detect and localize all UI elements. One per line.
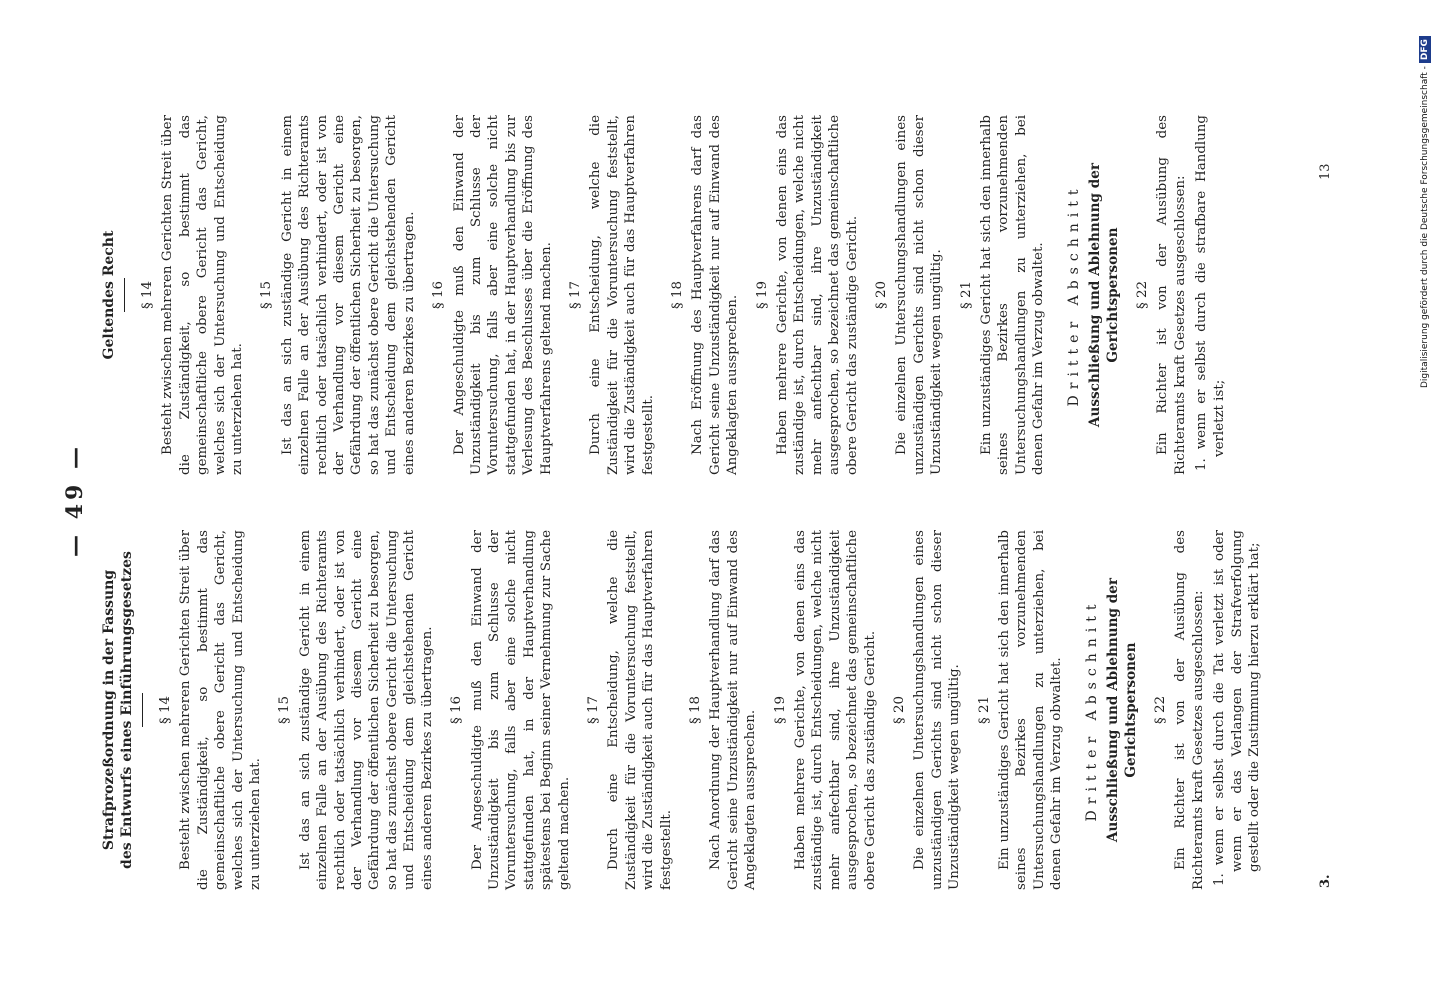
section-text: Ein unzuständiges Gericht hat sich den innerhalb seines Bezirkes vorzunehmenden Untersuchungshandlungen zu unterziehen, bei denen Gefahr im Verzug obwaltet. — [997, 530, 1065, 890]
left-title-line1: Strafprozeßordnung in der Fassung — [101, 569, 117, 851]
section-heading: § 17 — [567, 281, 583, 309]
digitization-text: Digitalisierung gefördert durch die Deutsche Forschungsgemeinschaft - — [1420, 66, 1430, 388]
section-text: Durch eine Entscheidung, welche die Zuständigkeit für die Voruntersuchung feststellt, wird die Zuständigkeit auch für das Hauptverfahren festgestellt. — [606, 530, 674, 890]
left-column — [100, 530, 1263, 890]
section-text: Haben mehrere Gerichte, von denen eins das zuständige ist, durch Entscheidungen, welche nicht mehr anfechtbar sind, ihre Unzuständigkeit ausgesprochen, so bezeichnet das gemeinschaftliche obere Gericht das zuständige Gericht. — [793, 530, 878, 890]
section-heading: § 22 — [1152, 696, 1168, 724]
section-text: Besteht zwischen mehreren Gerichten Streit über die Zuständigkeit, so bestimmt das gemeinschaftliche obere Gericht das Gericht, welches sich der Untersuchung und Entscheidung zu unterziehen hat. — [178, 530, 264, 890]
section-heading: § 21 — [976, 696, 992, 724]
section-heading: § 16 — [431, 281, 447, 309]
division-heading: Dritter Abschnitt — [1065, 183, 1082, 407]
section-text: Haben mehrere Gerichte, von denen eins das zuständige ist, durch Entscheidungen, welche nicht mehr anfechtbar sind, ihre Unzuständigkeit ausgesprochen, so bezeichnet das gemeinschaftliche obere Gericht das zuständige Gericht. — [775, 115, 860, 475]
section-heading: § 18 — [669, 281, 685, 309]
section-heading: § 19 — [754, 281, 770, 309]
digitization-note — [1418, 8, 1432, 388]
section-text: Ist das an sich zuständige Gericht in einem einzelnen Falle an der Ausübung des Richteramts rechtlich oder tatsächlich verhindert, oder ist von der Verhandlung vor diesem Gericht eine Gefährdung der öffentlichen Sicherheit zu besorgen, so hat das zunächst obere Gericht die Untersuchung und Entscheidung dem gleichstehenden Gericht eines anderen Bezirkes zu übertragen. — [279, 115, 417, 475]
section-heading: § 17 — [585, 696, 601, 724]
section-text: Nach Eröffnung des Hauptverfahrens darf das Gericht seine Unzuständigkeit nur auf Einwand des Angeklagten aussprechen. — [690, 115, 741, 475]
right-column — [100, 115, 1228, 475]
section-text: Durch eine Entscheidung, welche die Zuständigkeit für die Voruntersuchung feststellt, wird die Zuständigkeit auch für das Hauptverfahren festgestellt. — [588, 115, 656, 475]
section-heading: § 22 — [1134, 281, 1150, 309]
right-column-title: Geltendes Recht — [101, 230, 117, 360]
page-number: — 49 — — [62, 443, 88, 557]
section-text: Die einzelnen Untersuchungshandlungen eines unzuständigen Gerichts sind nicht schon dieser Unzuständigkeit wegen ungültig. — [894, 115, 945, 475]
division-title: Ausschließung und Ablehnung der Gerichtspersonen — [1105, 577, 1139, 843]
section-text: Der Angeschuldigte muß den Einwand der Unzuständigkeit bis zum Schlusse der Voruntersuchung, falls aber eine solche nicht stattgefunden hat, in der Hauptverhandlung spätestens bei Beginn seiner Vernehmung zur Sache geltend machen. — [469, 530, 572, 890]
signature-mark: 3. — [1318, 874, 1333, 888]
section-heading: § 15 — [277, 696, 293, 724]
section-heading: § 20 — [892, 696, 908, 724]
left-column-title — [100, 530, 136, 890]
section-text: Ein Richter ist von der Ausübung des Richteramts kraft Gesetzes ausgeschlossen: — [1155, 115, 1188, 475]
dfg-logo: DFG — [1419, 36, 1431, 63]
division-title: Ausschließung und Ablehnung der Gerichtspersonen — [1087, 162, 1121, 428]
section-heading: § 14 — [158, 696, 173, 724]
section-heading: § 19 — [772, 696, 788, 724]
section-heading: § 21 — [958, 281, 974, 309]
section-heading: § 16 — [449, 696, 465, 724]
division-heading: Dritter Abschnitt — [1083, 598, 1100, 822]
section-heading: § 18 — [687, 696, 703, 724]
section-text: Der Angeschuldigte muß den Einwand der Unzuständigkeit bis zum Schlusse der Voruntersuchung, falls aber eine solche nicht stattgefunden hat, in der Hauptverhandlung bis zur Verlesung des Beschlusses über die Eröffnung des Hauptverfahrens geltend machen. — [451, 115, 554, 475]
section-heading: § 20 — [874, 281, 890, 309]
section-heading: § 14 — [140, 281, 155, 309]
list-item: 1. wenn er selbst durch die strafbare Handlung verletzt ist; — [1194, 115, 1227, 471]
list-item: 1. wenn er selbst durch die Tat verletzt ist oder wenn er das Verlangen der Strafverfolgung gestellt oder die Zustimmung hierzu erklärt hat; — [1212, 530, 1262, 886]
title-rule — [124, 278, 125, 312]
section-text: Ist das an sich zuständige Gericht in einem einzelnen Falle an der Ausübung des Richteramts rechtlich oder tatsächlich verhindert, oder ist von der Verhandlung vor diesem Gericht eine Gefährdung der öffentlichen Sicherheit zu besorgen, so hat das zunächst obere Gericht die Untersuchung und Entscheidung dem gleichstehenden Gericht eines anderen Bezirkes zu übertragen. — [297, 530, 435, 890]
section-heading: § 15 — [259, 281, 275, 309]
footer-page-number: 13 — [1318, 163, 1333, 180]
section-text: Besteht zwischen mehreren Gerichten Streit über die Zuständigkeit, so bestimmt das gemeinschaftliche obere Gericht das Gericht, welches sich der Untersuchung und Entscheidung zu unterziehen hat. — [160, 115, 246, 475]
title-rule — [142, 693, 143, 727]
left-title-line2: des Entwurfs eines Einführungsgesetzes — [119, 551, 135, 869]
section-text: Ein Richter ist von der Ausübung des Richteramts kraft Gesetzes ausgeschlossen: — [1173, 530, 1206, 890]
section-text: Ein unzuständiges Gericht hat sich den innerhalb seines Bezirkes vorzunehmenden Untersuchungshandlungen zu unterziehen, bei denen Gefahr im Verzug obwaltet. — [979, 115, 1047, 475]
section-text: Die einzelnen Untersuchungshandlungen eines unzuständigen Gerichts sind nicht schon dieser Unzuständigkeit wegen ungültig. — [912, 530, 963, 890]
section-text: Nach Anordnung der Hauptverhandlung darf das Gericht seine Unzuständigkeit nur auf Einwand des Angeklagten aussprechen. — [708, 530, 759, 890]
